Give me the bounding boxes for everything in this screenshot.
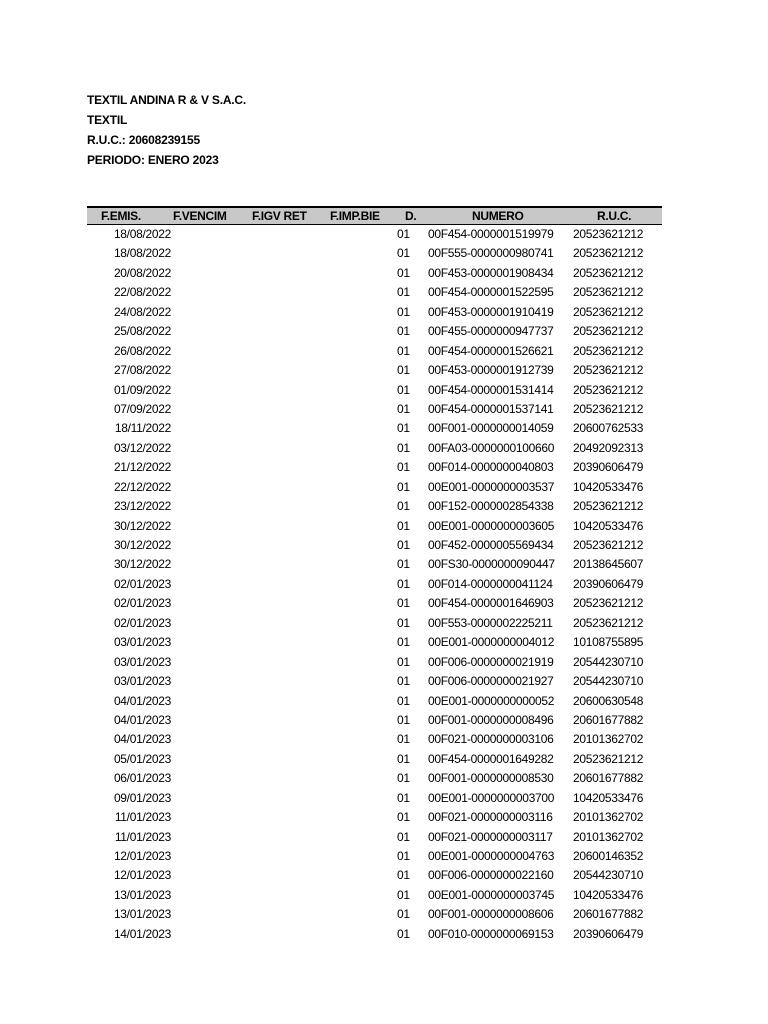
cell-f-emis: 03/01/2023 xyxy=(113,635,171,650)
table-row xyxy=(87,866,662,885)
cell-doc-type: 01 xyxy=(397,382,410,397)
cell-f-emis: 21/12/2022 xyxy=(113,460,171,475)
cell-f-emis: 01/09/2022 xyxy=(113,382,171,397)
table-row xyxy=(87,828,662,847)
cell-doc-type: 01 xyxy=(397,693,410,708)
table-row xyxy=(87,244,662,263)
cell-ruc: 20523621212 xyxy=(573,265,644,280)
cell-doc-type: 01 xyxy=(397,401,410,416)
cell-ruc: 20523621212 xyxy=(573,382,644,397)
cell-numero: 00F001-0000000008496 xyxy=(428,712,554,727)
cell-doc-type: 01 xyxy=(397,227,410,241)
cell-ruc: 20523621212 xyxy=(573,751,644,766)
cell-numero: 00F021-0000000003117 xyxy=(428,829,553,844)
column-header-f-vencim: F.VENCIM xyxy=(173,209,227,223)
cell-ruc: 20523621212 xyxy=(573,285,644,300)
company-sector: TEXTIL xyxy=(87,113,128,127)
cell-doc-type: 01 xyxy=(397,849,410,863)
cell-doc-type: 01 xyxy=(397,810,410,825)
table-row xyxy=(87,905,662,924)
table-row xyxy=(87,711,662,730)
table-row xyxy=(87,419,662,438)
cell-ruc: 20523621212 xyxy=(573,538,644,552)
column-header-f-imp-bie: F.IMP.BIE xyxy=(330,209,380,223)
cell-f-emis: 18/11/2022 xyxy=(114,421,171,436)
table-row xyxy=(87,594,662,613)
cell-doc-type: 01 xyxy=(397,615,410,630)
table-row xyxy=(87,925,662,944)
cell-doc-type: 01 xyxy=(397,265,410,280)
cell-doc-type: 01 xyxy=(397,887,410,902)
cell-doc-type: 01 xyxy=(397,499,410,514)
cell-f-emis: 03/12/2022 xyxy=(113,440,171,455)
table-row xyxy=(87,633,662,652)
cell-numero: 00F006-0000000021919 xyxy=(428,654,554,669)
cell-doc-type: 01 xyxy=(397,246,410,261)
cell-ruc: 20523621212 xyxy=(573,363,644,378)
cell-ruc: 20492092313 xyxy=(573,440,644,455)
table-row xyxy=(87,847,662,866)
cell-numero: 00F010-0000000069153 xyxy=(428,926,554,941)
cell-f-emis: 30/12/2022 xyxy=(113,557,171,572)
table-row xyxy=(87,672,662,691)
cell-f-emis: 04/01/2023 xyxy=(113,712,171,727)
cell-ruc: 20101362702 xyxy=(573,829,644,844)
cell-f-emis: 06/01/2023 xyxy=(113,771,171,786)
cell-numero: 00F455-0000000947737 xyxy=(428,324,554,339)
cell-doc-type: 01 xyxy=(397,635,410,650)
cell-ruc: 20600146352 xyxy=(573,849,644,863)
cell-ruc: 20544230710 xyxy=(573,868,644,883)
cell-numero: 00F553-0000002225211 xyxy=(428,615,553,630)
table-row xyxy=(87,439,662,458)
cell-numero: 00F021-0000000003116 xyxy=(428,810,553,825)
cell-doc-type: 01 xyxy=(397,479,410,494)
table-row xyxy=(87,283,662,302)
cell-numero: 00F454-0000001537141 xyxy=(428,401,554,416)
cell-doc-type: 01 xyxy=(397,712,410,727)
table-row xyxy=(87,555,662,574)
cell-f-emis: 12/01/2023 xyxy=(113,868,171,883)
cell-f-emis: 27/08/2022 xyxy=(113,363,171,378)
column-header-ruc: R.U.C. xyxy=(597,209,632,223)
cell-f-emis: 20/08/2022 xyxy=(113,265,171,280)
cell-numero: 00F021-0000000003106 xyxy=(428,732,554,747)
report-period: PERIODO: ENERO 2023 xyxy=(87,153,219,167)
cell-f-emis: 11/01/2023 xyxy=(114,829,171,844)
cell-ruc: 20523621212 xyxy=(573,227,644,241)
cell-doc-type: 01 xyxy=(397,654,410,669)
cell-f-emis: 13/01/2023 xyxy=(113,907,171,922)
cell-f-emis: 12/01/2023 xyxy=(113,849,171,863)
column-header-f-emis: F.EMIS. xyxy=(101,209,141,223)
cell-doc-type: 01 xyxy=(397,324,410,339)
cell-doc-type: 01 xyxy=(397,674,410,689)
cell-f-emis: 13/01/2023 xyxy=(113,887,171,902)
cell-f-emis: 18/08/2022 xyxy=(113,246,171,261)
column-header-f-igv-ret: F.IGV RET xyxy=(252,209,307,223)
cell-f-emis: 22/12/2022 xyxy=(113,479,171,494)
cell-numero: 00F454-0000001531414 xyxy=(428,382,554,397)
cell-numero: 00F453-0000001910419 xyxy=(428,304,554,319)
table-row xyxy=(87,536,662,555)
cell-ruc: 20390606479 xyxy=(573,926,644,941)
cell-ruc: 10420533476 xyxy=(573,518,644,533)
cell-numero: 00E001-0000000004763 xyxy=(428,849,555,863)
cell-ruc: 20601677882 xyxy=(573,907,644,922)
cell-f-emis: 02/01/2023 xyxy=(113,615,171,630)
cell-numero: 00E001-0000000004012 xyxy=(428,635,555,650)
cell-f-emis: 11/01/2023 xyxy=(114,810,171,825)
table-row xyxy=(87,361,662,380)
cell-doc-type: 01 xyxy=(397,751,410,766)
table-row xyxy=(87,478,662,497)
table-row xyxy=(87,769,662,788)
cell-f-emis: 24/08/2022 xyxy=(113,304,171,319)
cell-numero: 00E001-0000000003745 xyxy=(428,887,555,902)
cell-f-emis: 23/12/2022 xyxy=(113,499,171,514)
cell-f-emis: 03/01/2023 xyxy=(113,654,171,669)
cell-ruc: 20523621212 xyxy=(573,499,644,514)
cell-ruc: 20523621212 xyxy=(573,343,644,358)
company-name: TEXTIL ANDINA R & V S.A.C. xyxy=(87,93,247,107)
cell-f-emis: 07/09/2022 xyxy=(113,401,171,416)
cell-doc-type: 01 xyxy=(397,829,410,844)
cell-f-emis: 22/08/2022 xyxy=(113,285,171,300)
cell-doc-type: 01 xyxy=(397,907,410,922)
table-row xyxy=(87,575,662,594)
table-row xyxy=(87,381,662,400)
cell-numero: 00F014-0000000040803 xyxy=(428,460,554,475)
company-ruc: R.U.C.: 20608239155 xyxy=(87,133,200,147)
cell-doc-type: 01 xyxy=(397,926,410,941)
cell-doc-type: 01 xyxy=(397,440,410,455)
column-header-doc-type: D. xyxy=(405,209,417,223)
cell-ruc: 20523621212 xyxy=(573,304,644,319)
cell-f-emis: 02/01/2023 xyxy=(113,576,171,591)
cell-doc-type: 01 xyxy=(397,518,410,533)
cell-ruc: 20601677882 xyxy=(573,771,644,786)
cell-doc-type: 01 xyxy=(397,557,410,572)
table-row xyxy=(87,730,662,749)
cell-ruc: 20101362702 xyxy=(573,732,644,747)
column-header-numero: NUMERO xyxy=(472,209,524,223)
cell-doc-type: 01 xyxy=(397,421,410,436)
table-row xyxy=(87,886,662,905)
cell-ruc: 20101362702 xyxy=(573,810,644,825)
cell-numero: 00E001-0000000003605 xyxy=(428,518,555,533)
cell-doc-type: 01 xyxy=(397,790,410,805)
table-row xyxy=(87,264,662,283)
cell-ruc: 10108755895 xyxy=(573,635,644,650)
cell-numero: 00F001-0000000014059 xyxy=(428,421,554,436)
cell-f-emis: 30/12/2022 xyxy=(113,538,171,552)
document-header xyxy=(87,90,246,170)
cell-numero: 00E001-0000000003700 xyxy=(428,790,555,805)
cell-ruc: 20600762533 xyxy=(573,421,644,436)
cell-doc-type: 01 xyxy=(397,343,410,358)
table-row xyxy=(87,400,662,419)
cell-ruc: 10420533476 xyxy=(573,790,644,805)
table-row xyxy=(87,225,662,244)
cell-numero: 00E001-0000000003537 xyxy=(428,479,555,494)
table-row xyxy=(87,692,662,711)
cell-f-emis: 04/01/2023 xyxy=(113,693,171,708)
table-row xyxy=(87,750,662,769)
cell-doc-type: 01 xyxy=(397,460,410,475)
cell-f-emis: 25/08/2022 xyxy=(113,324,171,339)
cell-numero: 00FS30-0000000090447 xyxy=(428,557,555,572)
table-row xyxy=(87,517,662,536)
cell-f-emis: 26/08/2022 xyxy=(113,343,171,358)
cell-numero: 00F453-0000001912739 xyxy=(428,363,554,378)
cell-numero: 00F454-0000001646903 xyxy=(428,596,554,611)
cell-ruc: 20523621212 xyxy=(573,246,644,261)
cell-f-emis: 30/12/2022 xyxy=(113,518,171,533)
cell-numero: 00FA03-0000000100660 xyxy=(428,440,555,455)
cell-f-emis: 14/01/2023 xyxy=(113,926,171,941)
cell-f-emis: 03/01/2023 xyxy=(113,674,171,689)
cell-numero: 00F555-0000000980741 xyxy=(428,246,554,261)
cell-doc-type: 01 xyxy=(397,304,410,319)
cell-f-emis: 09/01/2023 xyxy=(113,790,171,805)
cell-doc-type: 01 xyxy=(397,576,410,591)
table-row xyxy=(87,653,662,672)
cell-f-emis: 02/01/2023 xyxy=(113,596,171,611)
table-row xyxy=(87,808,662,827)
cell-ruc: 20523621212 xyxy=(573,596,644,611)
cell-numero: 00E001-0000000000052 xyxy=(428,693,555,708)
cell-f-emis: 05/01/2023 xyxy=(113,751,171,766)
cell-numero: 00F014-0000000041124 xyxy=(428,576,553,591)
cell-doc-type: 01 xyxy=(397,363,410,378)
table-row xyxy=(87,497,662,516)
cell-ruc: 20544230710 xyxy=(573,674,644,689)
cell-ruc: 20523621212 xyxy=(573,401,644,416)
cell-f-emis: 04/01/2023 xyxy=(113,732,171,747)
cell-numero: 00F454-0000001526621 xyxy=(428,343,554,358)
cell-ruc: 20523621212 xyxy=(573,324,644,339)
table-row xyxy=(87,303,662,322)
cell-doc-type: 01 xyxy=(397,285,410,300)
cell-doc-type: 01 xyxy=(397,596,410,611)
cell-doc-type: 01 xyxy=(397,771,410,786)
purchase-register-table xyxy=(87,206,662,944)
table-row xyxy=(87,342,662,361)
cell-ruc: 20390606479 xyxy=(573,576,644,591)
cell-ruc: 10420533476 xyxy=(573,887,644,902)
table-row xyxy=(87,322,662,341)
cell-ruc: 20390606479 xyxy=(573,460,644,475)
table-header-row xyxy=(87,206,662,225)
cell-ruc: 20601677882 xyxy=(573,712,644,727)
cell-doc-type: 01 xyxy=(397,868,410,883)
cell-ruc: 20138645607 xyxy=(573,557,644,572)
cell-numero: 00F452-0000005569434 xyxy=(428,538,554,552)
cell-f-emis: 18/08/2022 xyxy=(113,227,171,241)
cell-doc-type: 01 xyxy=(397,538,410,552)
cell-numero: 00F454-0000001519979 xyxy=(428,227,554,241)
table-row xyxy=(87,458,662,477)
cell-ruc: 10420533476 xyxy=(573,479,644,494)
cell-ruc: 20600630548 xyxy=(573,693,644,708)
cell-numero: 00F152-0000002854338 xyxy=(428,499,554,514)
cell-numero: 00F453-0000001908434 xyxy=(428,265,554,280)
cell-numero: 00F454-0000001649282 xyxy=(428,751,554,766)
cell-ruc: 20544230710 xyxy=(573,654,644,669)
cell-numero: 00F006-0000000021927 xyxy=(428,674,554,689)
cell-numero: 00F006-0000000022160 xyxy=(428,868,554,883)
table-row xyxy=(87,789,662,808)
cell-numero: 00F454-0000001522595 xyxy=(428,285,554,300)
cell-numero: 00F001-0000000008606 xyxy=(428,907,554,922)
cell-doc-type: 01 xyxy=(397,732,410,747)
cell-ruc: 20523621212 xyxy=(573,615,644,630)
table-body xyxy=(87,225,662,944)
cell-numero: 00F001-0000000008530 xyxy=(428,771,554,786)
table-row xyxy=(87,614,662,633)
